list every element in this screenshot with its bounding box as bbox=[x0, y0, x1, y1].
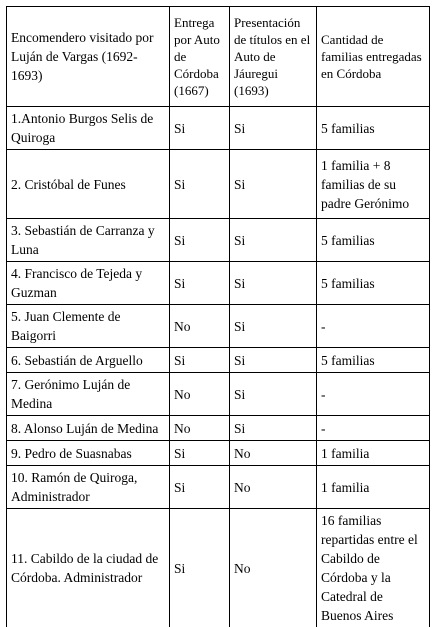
cell-presentacion: Si bbox=[230, 219, 317, 262]
cell-encomendero: 2. Cristóbal de Funes bbox=[7, 150, 170, 219]
cell-encomendero: 7. Gerónimo Luján de Medina bbox=[7, 373, 170, 416]
cell-entrega: Si bbox=[170, 150, 230, 219]
cell-cantidad: - bbox=[317, 416, 430, 441]
cell-cantidad: 5 familias bbox=[317, 219, 430, 262]
header-cell-presentacion bbox=[230, 7, 317, 107]
cell-encomendero: 4. Francisco de Tejeda y Guzman bbox=[7, 262, 170, 305]
cell-presentacion: Si bbox=[230, 373, 317, 416]
cell-cantidad: 5 familias bbox=[317, 107, 430, 150]
table-row bbox=[7, 262, 430, 305]
cell-entrega: Si bbox=[170, 348, 230, 373]
table-row bbox=[7, 305, 430, 348]
cell-presentacion: Si bbox=[230, 305, 317, 348]
cell-cantidad: - bbox=[317, 305, 430, 348]
cell-presentacion: Si bbox=[230, 150, 317, 219]
header-cell-encomendero bbox=[7, 7, 170, 107]
header-label: Cantidad de familias entregadas en Córdoba bbox=[321, 31, 425, 82]
table-row bbox=[7, 150, 430, 219]
cell-entrega: Si bbox=[170, 262, 230, 305]
cell-entrega: No bbox=[170, 305, 230, 348]
cell-cantidad: 5 familias bbox=[317, 262, 430, 305]
header-label: Presentación de títulos en el Auto de Jáuregui (1693) bbox=[234, 14, 312, 99]
table-row bbox=[7, 509, 430, 627]
cell-cantidad: 1 familia bbox=[317, 441, 430, 466]
header-cell-entrega bbox=[170, 7, 230, 107]
cell-entrega: No bbox=[170, 416, 230, 441]
header-cell-cantidad bbox=[317, 7, 430, 107]
cell-entrega: Si bbox=[170, 509, 230, 627]
cell-cantidad: 16 familias repartidas entre el Cabildo de Córdoba y la Catedral de Buenos Aires bbox=[317, 509, 430, 627]
cell-encomendero: 3. Sebastián de Carranza y Luna bbox=[7, 219, 170, 262]
header-label: Entrega por Auto de Córdoba (1667) bbox=[174, 14, 225, 99]
table-row bbox=[7, 441, 430, 466]
table-row bbox=[7, 466, 430, 509]
cell-encomendero: 11. Cabildo de la ciudad de Córdoba. Administrador bbox=[7, 509, 170, 627]
header-label: Encomendero visitado por Luján de Vargas (1692-1693) bbox=[11, 28, 165, 85]
cell-presentacion: Si bbox=[230, 348, 317, 373]
cell-entrega: No bbox=[170, 373, 230, 416]
cell-entrega: Si bbox=[170, 441, 230, 466]
cell-presentacion: No bbox=[230, 509, 317, 627]
cell-cantidad: 1 familia bbox=[317, 466, 430, 509]
cell-cantidad: - bbox=[317, 373, 430, 416]
cell-encomendero: 1.Antonio Burgos Selis de Quiroga bbox=[7, 107, 170, 150]
cell-encomendero: 10. Ramón de Quiroga, Administrador bbox=[7, 466, 170, 509]
cell-presentacion: Si bbox=[230, 262, 317, 305]
cell-presentacion: No bbox=[230, 466, 317, 509]
cell-cantidad: 5 familias bbox=[317, 348, 430, 373]
cell-encomendero: 8. Alonso Luján de Medina bbox=[7, 416, 170, 441]
table-row bbox=[7, 373, 430, 416]
encomenderos-table bbox=[6, 6, 430, 627]
cell-entrega: Si bbox=[170, 107, 230, 150]
cell-presentacion: Si bbox=[230, 416, 317, 441]
cell-encomendero: 9. Pedro de Suasnabas bbox=[7, 441, 170, 466]
table-row bbox=[7, 107, 430, 150]
table-row bbox=[7, 219, 430, 262]
cell-encomendero: 6. Sebastián de Arguello bbox=[7, 348, 170, 373]
table-row bbox=[7, 416, 430, 441]
cell-entrega: Si bbox=[170, 219, 230, 262]
cell-presentacion: Si bbox=[230, 107, 317, 150]
cell-entrega: Si bbox=[170, 466, 230, 509]
cell-cantidad: 1 familia + 8 familias de su padre Gerónimo bbox=[317, 150, 430, 219]
table-row bbox=[7, 348, 430, 373]
cell-encomendero: 5. Juan Clemente de Baigorri bbox=[7, 305, 170, 348]
cell-presentacion: No bbox=[230, 441, 317, 466]
table-header-row bbox=[7, 7, 430, 107]
